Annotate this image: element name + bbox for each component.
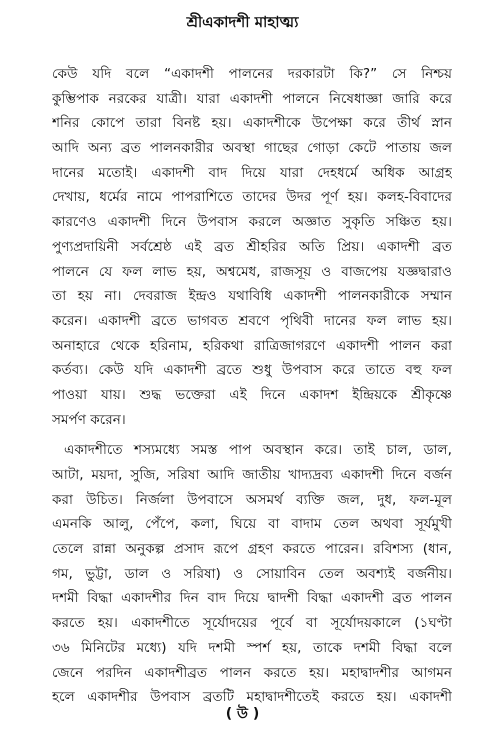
text-line: শনির কোপে তারা বিনষ্ট হয়। একাদশীকে উপেক্ষা করে তীর্থ স্নান — [52, 115, 452, 132]
text-line: আটা, ময়দা, সুজি, সরিষা আদি জাতীয় খাদ্যদ্রব্য একাদশী দিনে বর্জন — [52, 467, 452, 483]
text-line: অনাহারে থেকে হরিনাম, হরিকথা রাত্রিজাগরণে একাদশী পালন করা — [52, 337, 452, 354]
body-text — [52, 62, 452, 710]
text-line: দেখায়, ধর্মের নামে পাপরাশিতে তাদের উদর পূর্ণ হয়। কলহ-বিবাদের — [52, 189, 452, 206]
text-line: করা উচিত। নির্জলা উপবাসে অসমর্থ ব্যক্তি জল, দুধ, ফল-মূল — [52, 491, 452, 508]
text-line: কারণেও একাদশী দিনে উপবাস করলে অজ্ঞাত সুকৃতি সঞ্চিত হয়। — [52, 214, 452, 231]
paragraph-1 — [52, 62, 452, 432]
text-line: একাদশীতে শস্যমধ্যে সমস্ত পাপ অবস্থান করে। তাই চাল, ডাল, — [64, 442, 452, 459]
text-line: পুণ্যপ্রদায়িনী সর্বশ্রেষ্ঠ এই ব্রত শ্রীহরির অতি প্রিয়। একাদশী ব্রত — [52, 238, 452, 255]
page-number: ( উ ) — [225, 706, 260, 722]
text-line: কুম্ভিপাক নরকের যাত্রী। যারা একাদশী পালনে নিষেধাজ্ঞা জারি করে — [52, 90, 452, 107]
text-line: সমর্পণ করেন। — [52, 411, 126, 428]
text-line: কেউ যদি বলে “একাদশী পালনের দরকারটা কি?” সে নিশ্চয় — [52, 66, 452, 82]
text-line: এমনকি আলু, পেঁপে, কলা, ঘিয়ে বা বাদাম তেল অথবা সূর্যমুখী — [52, 516, 452, 533]
text-line: হলে একাদশীর উপবাস ব্রতটি মহাদ্বাদশীতেই করতে হয়। একাদশী — [52, 689, 452, 706]
text-line: করতে হয়। একাদশীতে সূর্যোদয়ের পূর্বে বা সূর্যোদয়কালে (১ঘণ্টা — [52, 615, 452, 632]
paragraph-2 — [52, 438, 452, 710]
text-line: দশমী বিদ্ধা একাদশীর দিন বাদ দিয়ে দ্বাদশী বিদ্ধা একাদশী ব্রত পালন — [52, 590, 452, 607]
page-header-title: শ্রীএকাদশী মাহাত্ম্য — [186, 13, 299, 31]
text-line: করেন। একাদশী ব্রতে ভাগবত শ্রবণে পৃথিবী দানের ফল লাভ হয়। — [52, 312, 452, 329]
text-line: তা হয় না। দেবরাজ ইন্দ্রও যথাবিধি একাদশী পালনকারীকে সম্মান — [52, 288, 452, 305]
text-line: আদি অন্য ব্রত পালনকারীর অবস্থা গাছের গোড়া কেটে পাতায় জল — [52, 140, 452, 157]
text-line: তেলে রান্না অনুকল্প প্রসাদ রূপে গ্রহণ করতে পারেন। রবিশস্য (ধান, — [52, 541, 452, 558]
text-line: ৩৬ মিনিটের মধ্যে) যদি দশমী স্পর্শ হয়, তাকে দশমী বিদ্ধা বলে — [52, 639, 452, 656]
text-line: জেনে পরদিন একাদশীব্রত পালন করতে হয়। মহাদ্বাদশীর আগমন — [52, 664, 452, 681]
text-line: পাওয়া যায়। শুদ্ধ ভক্তেরা এই দিনে একাদশ ইন্দ্রিয়কে শ্রীকৃষ্ণে — [52, 386, 452, 403]
text-line: কর্তব্য। কেউ যদি একাদশী ব্রতে শুধু উপবাস করে তাতে বহু ফল — [52, 362, 452, 379]
text-line: গম, ভুট্টা, ডাল ও সরিষা) ও সোয়াবিন তেল অবশ্যই বর্জনীয়। — [52, 565, 452, 582]
text-line: পালনে যে ফল লাভ হয়, অশ্বমেধ, রাজসূয় ও বাজপেয় যজ্ঞদ্বারাও — [52, 263, 452, 280]
text-line: দানের মতোই। একাদশী বাদ দিয়ে যারা দেহধর্মে অধিক আগ্রহ — [52, 164, 452, 181]
